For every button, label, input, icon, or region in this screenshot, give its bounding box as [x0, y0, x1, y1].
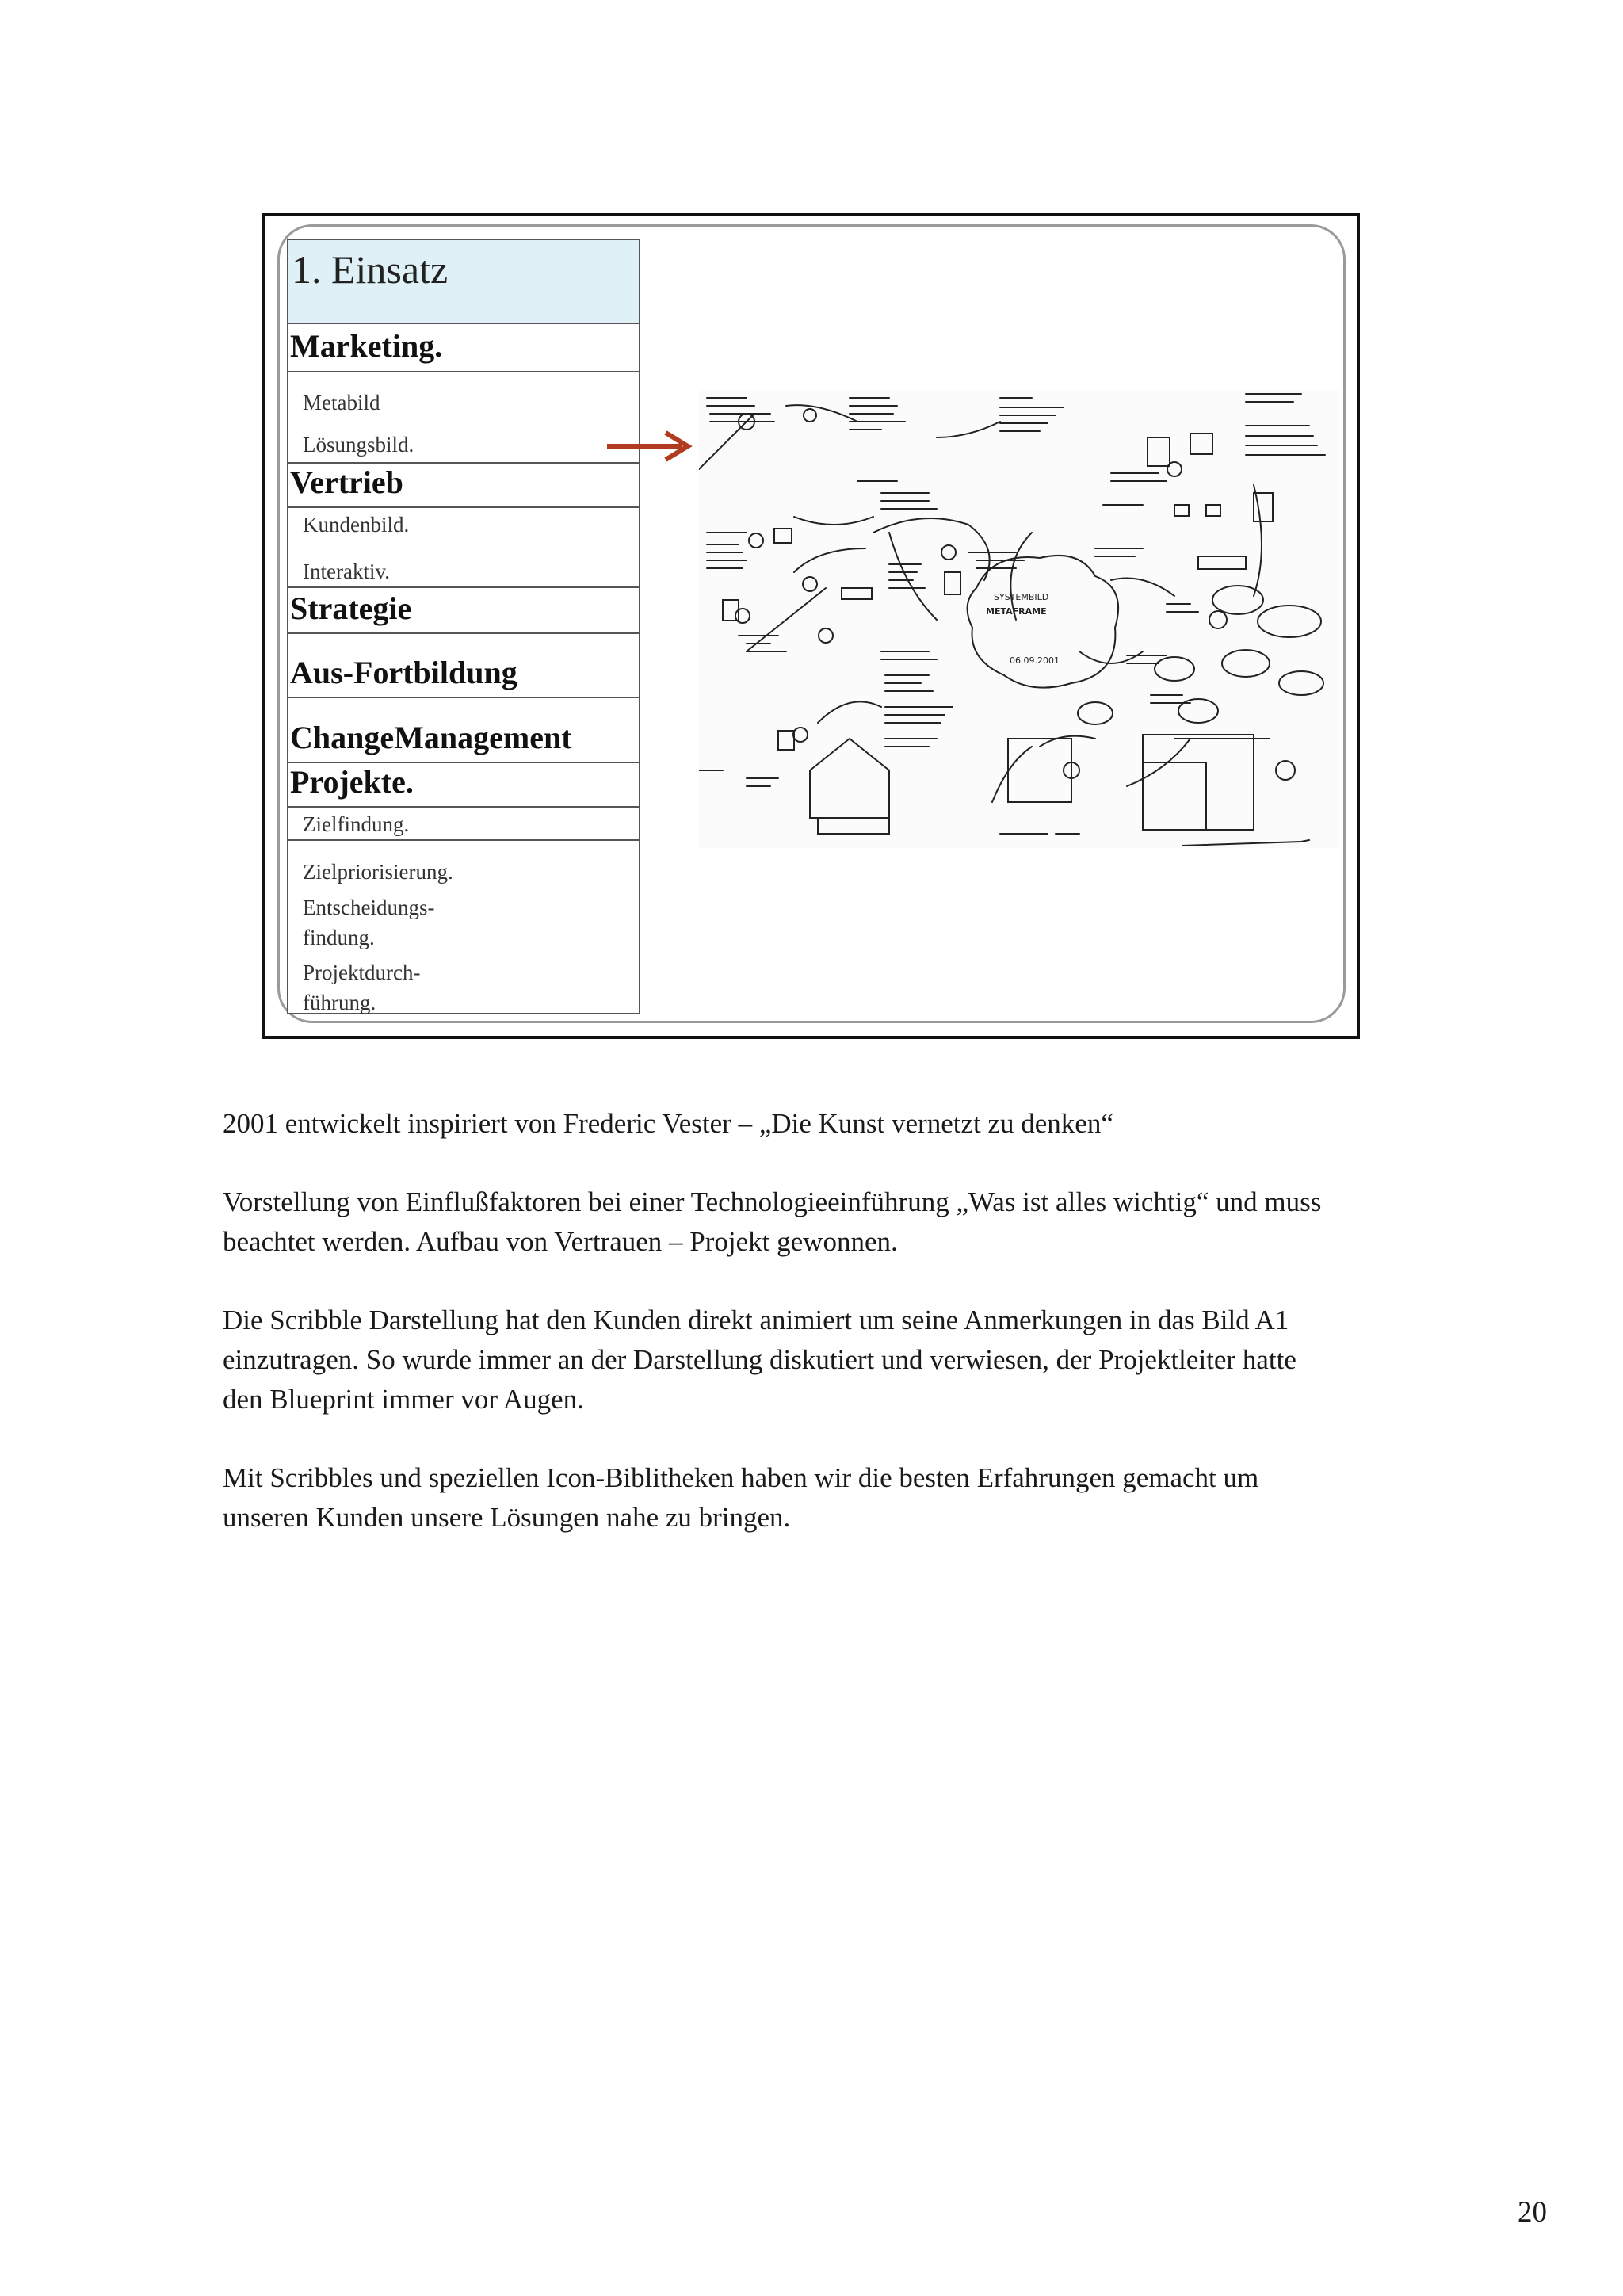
- section-vertrieb: Vertrieb: [290, 464, 403, 500]
- item-fuehrung: führung.: [303, 991, 376, 1014]
- menu-title-box: [288, 240, 639, 324]
- item-kundenbild: Kundenbild.: [303, 513, 410, 537]
- sketch-center-date: 06.09.2001: [1010, 655, 1060, 666]
- item-interaktiv: Interaktiv.: [303, 560, 390, 583]
- item-projektdurch: Projektdurch-: [303, 961, 421, 984]
- item-findung: findung.: [303, 926, 375, 949]
- scribble-systembild-sketch: [699, 390, 1339, 848]
- sketch-center-sub: SYSTEMBILD: [994, 592, 1049, 602]
- paragraph-3-line-3: den Blueprint immer vor Augen.: [223, 1384, 584, 1415]
- section-marketing: Marketing.: [290, 328, 443, 364]
- section-strategie: Strategie: [290, 590, 412, 626]
- paragraph-2-line-2: beachtet werden. Aufbau von Vertrauen – Projekt gewonnen.: [223, 1226, 898, 1257]
- slide-title: 1. Einsatz: [292, 247, 449, 292]
- item-entscheidungs: Entscheidungs-: [303, 896, 435, 919]
- paragraph-2-line-1: Vorstellung von Einflußfaktoren bei einer Technologieeinführung „Was ist alles wichtig“ und muss: [223, 1186, 1322, 1217]
- item-zielfindung: Zielfindung.: [303, 812, 410, 836]
- arrow-right-icon: [605, 426, 697, 466]
- section-projekte: Projekte.: [290, 764, 414, 800]
- item-loesungsbild: Lösungsbild.: [303, 433, 414, 457]
- paragraph-4-line-1: Mit Scribbles und speziellen Icon-Biblitheken haben wir die besten Erfahrungen gemacht um: [223, 1462, 1259, 1493]
- sketch-center-title: METAFRAME: [986, 606, 1047, 617]
- paragraph-4-line-2: unseren Kunden unsere Lösungen nahe zu bringen.: [223, 1502, 791, 1533]
- item-metabild: Metabild: [303, 391, 380, 415]
- section-aus-fortbildung: Aus-Fortbildung: [290, 655, 517, 690]
- slide-menu-panel: [287, 239, 640, 1014]
- item-zielpriorisierung: Zielpriorisierung.: [303, 860, 453, 884]
- paragraph-1: 2001 entwickelt inspiriert von Frederic Vester – „Die Kunst vernetzt zu denken“: [223, 1108, 1113, 1139]
- section-changemanagement: ChangeManagement: [290, 720, 572, 755]
- paragraph-3-line-2: einzutragen. So wurde immer an der Darstellung diskutiert und verwiesen, der Projektleiter hatte: [223, 1344, 1296, 1375]
- page-number: 20: [1518, 2196, 1547, 2229]
- paragraph-3-line-1: Die Scribble Darstellung hat den Kunden direkt animiert um seine Anmerkungen in das Bild A1: [223, 1305, 1289, 1335]
